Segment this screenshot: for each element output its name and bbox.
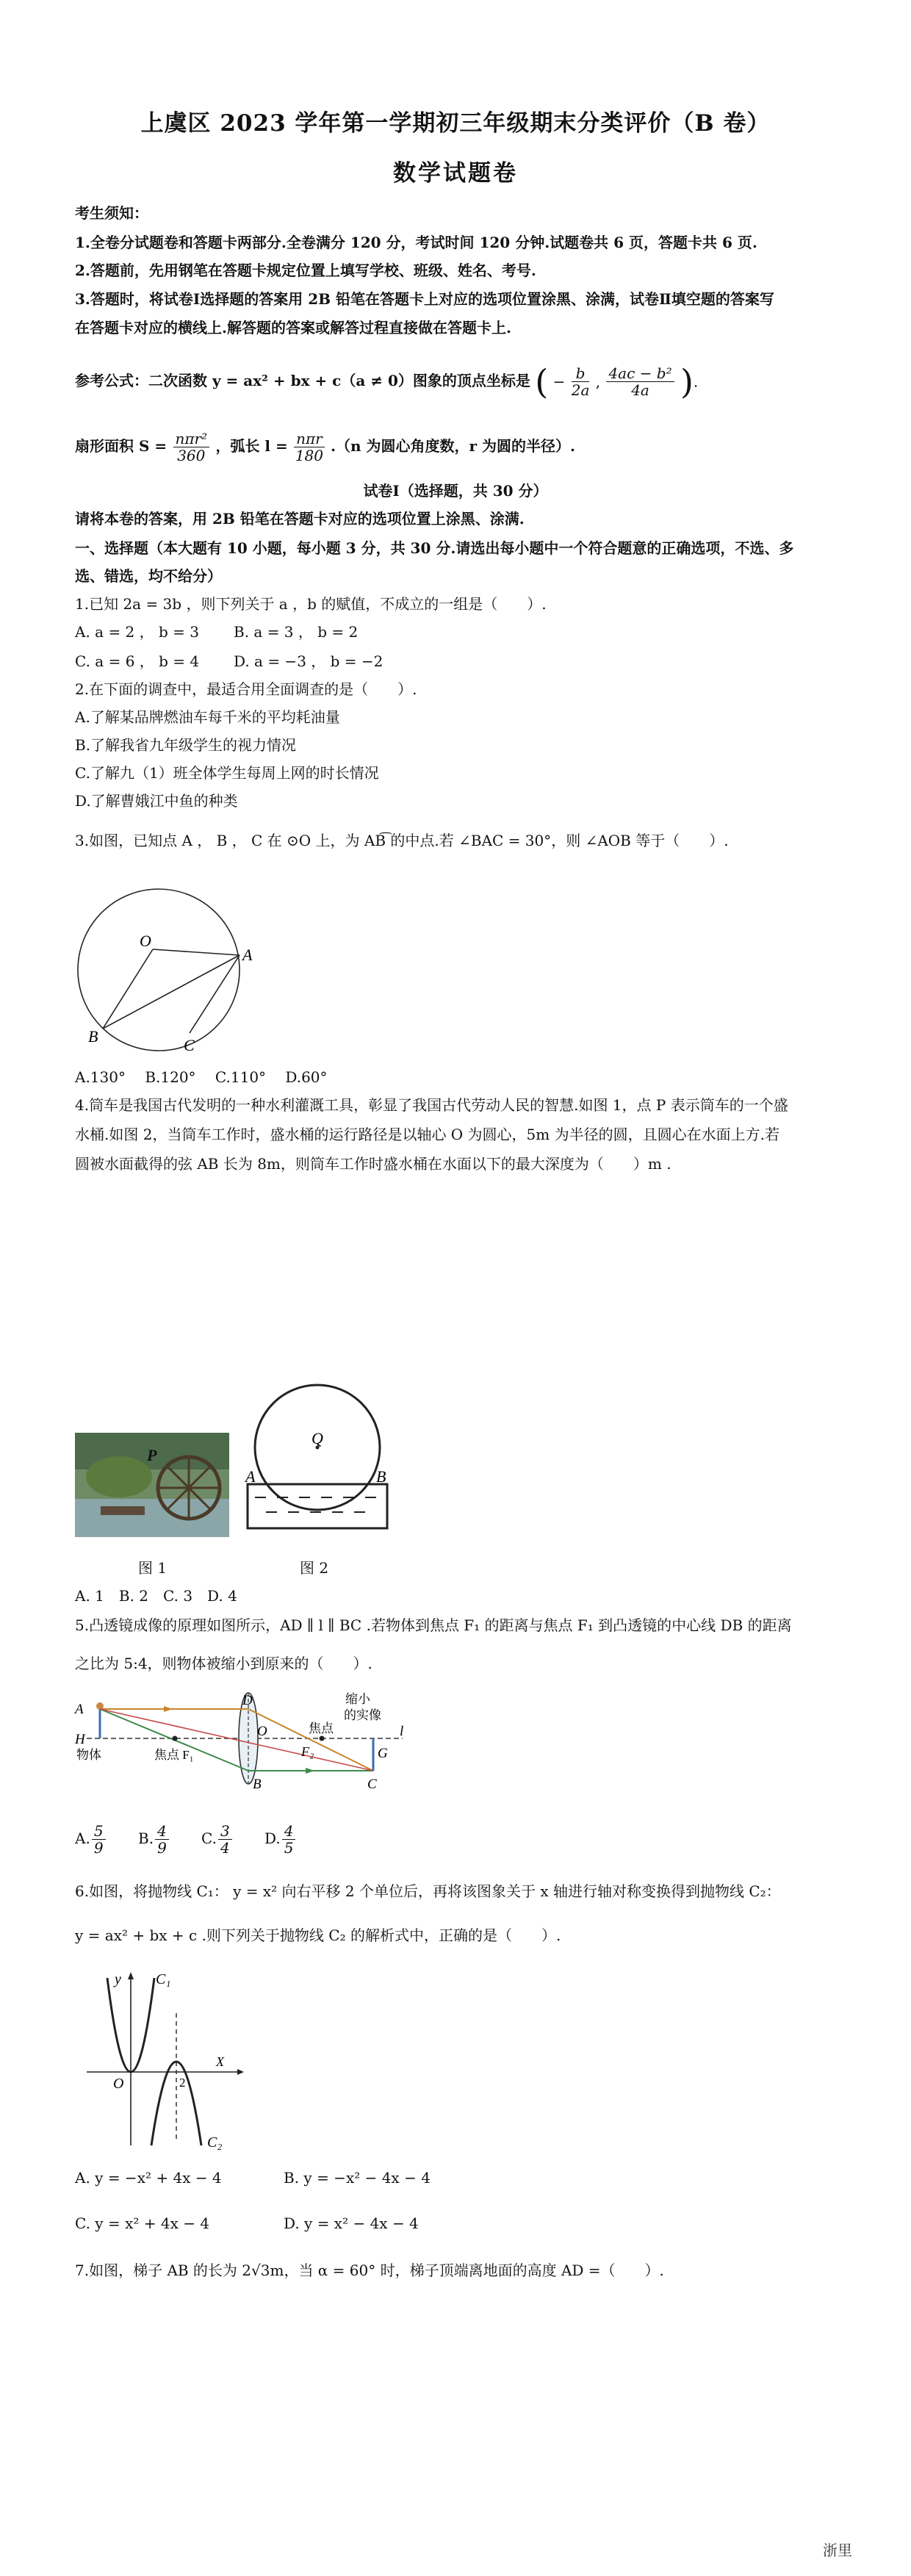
q5-label-shrink: 缩小 — [345, 1692, 370, 1706]
sector-suffix: .（n 为圆心角度数，r 为圆的半径）. — [331, 437, 575, 455]
q2-option-c: C.了解九（1）班全体学生每周上网的时长情况 — [75, 764, 379, 782]
q4-photo-figure — [75, 1433, 229, 1537]
q6-label-x: X — [216, 2054, 224, 2069]
q5-label-o: O — [257, 1724, 267, 1739]
q4-photo-label-p: P — [147, 1446, 157, 1464]
q1-option-d: D. a = −3 ， b = −2 — [234, 652, 384, 670]
q5-option-c: C. $\frac{3}{4}$ — [201, 1822, 234, 1856]
q1-option-b: B. a = 3 ， b = 2 — [234, 623, 359, 641]
page-footer: 浙里 — [823, 2541, 852, 2559]
sector-fraction: $\frac{\text{nπr²}}{360}$ — [173, 431, 210, 464]
q4-diagram-label-q: Q — [312, 1429, 323, 1447]
q1-option-a: A. a = 2 ， b = 3 — [75, 623, 199, 641]
q6-option-a: A. y = −x² + 4x − 4 — [75, 2169, 222, 2187]
notice-item-4: 在答题卡对应的横线上.解答题的答案或解答过程直接做在答题卡上. — [75, 319, 511, 337]
q4-stem-line-2: 水桶.如图 2，当筒车工作时，盛水桶的运行路径是以轴心 O 为圆心，5m 为半径的圆，且圆心在水面上方.若 — [75, 1126, 779, 1143]
q5-label-b: B — [253, 1777, 262, 1792]
vertex-y-fraction: $\frac{\text{4ac − b²}}{4a}$ — [606, 365, 674, 398]
q5-label-a: A — [75, 1702, 84, 1717]
q4-caption-2: 图 2 — [300, 1559, 329, 1577]
sector-formula — [75, 420, 839, 472]
q5-option-b: B. $\frac{4}{9}$ — [138, 1822, 170, 1856]
vertex-x-fraction: $\frac{b}{2a}$ — [571, 364, 590, 399]
q5-label-l: l — [400, 1724, 404, 1739]
vertex-formula-prefix: 参考公式：二次函数 y = ax² + bx + c（a ≠ 0）图象的顶点坐标是 — [75, 372, 530, 389]
q3-circle-figure — [72, 882, 256, 1058]
q2-option-a: A.了解某品牌燃油车每千米的平均耗油量 — [75, 708, 340, 726]
q6-label-c1: C₁ — [156, 1971, 171, 1987]
circle-o — [78, 889, 240, 1051]
q3-stem: 3.如图，已知点 A ， B ， C 在 ⊙O 上，为 AB͡ 的中点.若 ∠BAC = 30°，则 ∠AOB 等于（ ）. — [75, 832, 729, 849]
q5-label-c: C — [367, 1777, 377, 1792]
q5-label-focus-1: 焦点 F₁ — [154, 1748, 194, 1762]
q6-option-d: D. y = x² − 4x − 4 — [284, 2215, 419, 2232]
notice-heading: 考生须知： — [75, 204, 148, 222]
arc-label: ，弧长 l = — [215, 437, 288, 455]
q6-label-y: y — [115, 1971, 121, 1987]
q6-label-2: 2 — [179, 2076, 186, 2090]
notice-item-1: 1.全卷分试题卷和答题卡两部分.全卷满分 120 分，考试时间 120 分钟.试题卷共 6 页，答题卡共 6 页. — [75, 234, 757, 251]
exam-subtitle: 数学试题卷 — [393, 160, 518, 187]
q1-option-c: C. a = 6 ， b = 4 — [75, 652, 200, 670]
q3-label-b: B — [88, 1027, 98, 1046]
q4-stem-line-3: 圆被水面截得的弦 AB 长为 8m，则筒车工作时盛水桶在水面以下的最大深度为（ ）m . — [75, 1155, 671, 1173]
q2-option-b: B.了解我省九年级学生的视力情况 — [75, 736, 297, 754]
q6-option-c: C. y = x² + 4x − 4 — [75, 2215, 210, 2232]
section-instruction: 请将本卷的答案，用 2B 铅笔在答题卡对应的选项位置上涂黑、涂满. — [75, 510, 525, 528]
q6-label-c2: C₂ — [207, 2134, 223, 2151]
q5-label-f2: F₂ — [301, 1744, 314, 1759]
section-title: 试卷Ⅰ（选择题，共 30 分） — [363, 482, 548, 500]
segment-oa — [153, 949, 240, 955]
q4-diagram-label-a: A — [245, 1467, 256, 1486]
q1-stem: 1.已知 2a = 3b ，则下列关于 a ，b 的赋值，不成立的一组是（ ）. — [75, 595, 547, 613]
q4-stem-line-1: 4.筒车是我国古代发明的一种水利灌溉工具，彰显了我国古代劳动人民的智慧.如图 1，点 P 表示筒车的一个盛 — [75, 1096, 788, 1114]
vertex-formula: 参考公式：二次函数 y = ax² + bx + c（a ≠ 0）图象的顶点坐标是 ( − $\frac{b}{2a}$ , $\frac{\text{4ac − b²}}{4a}$ ). — [75, 361, 699, 402]
q4-options: A. 1 B. 2 C. 3 D. 4 — [75, 1587, 237, 1605]
q2-option-d: D.了解曹娥江中鱼的种类 — [75, 792, 238, 810]
q6-stem-line-2: y = ax² + bx + c .则下列关于抛物线 C₂ 的解析式中，正确的是（ ）. — [75, 1926, 561, 1944]
q5-stem-line-1: 5.凸透镜成像的原理如图所示，AD ∥ l ∥ BC .若物体到焦点 F₁ 的距离与焦点 F₁ 到凸透镜的中心线 DB 的距离 — [75, 1616, 792, 1634]
q5-lens-figure — [72, 1688, 410, 1806]
q2-stem: 2.在下面的调查中，最适合用全面调查的是（ ）. — [75, 680, 417, 698]
notice-item-2: 2.答题前，先用钢笔在答题卡规定位置上填写学校、班级、姓名、考号. — [75, 262, 536, 279]
q5-label-focus-2: 焦点 — [309, 1721, 334, 1735]
q5-stem-line-2: 之比为 5:4，则物体被缩小到原来的（ ）. — [75, 1655, 372, 1672]
section-heading-line-2: 选、错选，均不给分） — [75, 567, 222, 585]
q3-label-a: A — [242, 946, 253, 964]
q5-label-h: H — [75, 1732, 85, 1747]
q6-option-b: B. y = −x² − 4x − 4 — [284, 2169, 431, 2187]
arc-fraction: $\frac{\text{nπr}}{180}$ — [295, 430, 323, 464]
q3-label-c: C — [184, 1036, 195, 1054]
q6-label-o: O — [113, 2076, 124, 2092]
q5-label-g: G — [378, 1746, 388, 1761]
q4-diagram-label-b: B — [376, 1467, 386, 1486]
segment-ab — [103, 955, 240, 1029]
sector-prefix: 扇形面积 S = — [75, 437, 168, 455]
q4-diagram-figure — [244, 1381, 391, 1543]
q4-caption-1: 图 1 — [138, 1559, 168, 1577]
q5-label-object: 物体 — [76, 1748, 101, 1762]
q7-stem: 7.如图，梯子 AB 的长为 2√3m，当 α = 60° 时，梯子顶端离地面的高度 AD =（ ）. — [75, 2262, 664, 2279]
q3-options: A.130° B.120° C.110° D.60° — [75, 1068, 328, 1086]
q5-option-d: D. $\frac{4}{5}$ — [264, 1822, 297, 1856]
notice-item-3: 3.答题时，将试卷Ⅰ选择题的答案用 2B 铅笔在答题卡上对应的选项位置涂黑、涂满，试卷Ⅱ填空题的答案写 — [75, 290, 774, 308]
q6-stem-line-1: 6.如图，将抛物线 C₁： y = x² 向右平移 2 个单位后，再将该图象关于 x 轴进行轴对称变换得到抛物线 C₂： — [75, 1882, 781, 1900]
segment-ob — [103, 949, 153, 1029]
exam-title: 上虞区 2023 学年第一学期初三年级期末分类评价（B 卷） — [140, 110, 771, 137]
q5-label-real-image: 的实像 — [344, 1708, 381, 1722]
segment-ac — [190, 955, 240, 1033]
section-heading-line-1: 一、选择题（本大题有 10 小题，每小题 3 分，共 30 分.请选出每小题中一个符合题意的正确选项，不选、多 — [75, 539, 794, 557]
q5-label-d: D — [242, 1693, 253, 1708]
q6-parabola-figure — [72, 1969, 248, 2153]
q5-option-a: A. $\frac{5}{9}$ — [75, 1822, 107, 1856]
q3-label-o: O — [140, 932, 151, 950]
